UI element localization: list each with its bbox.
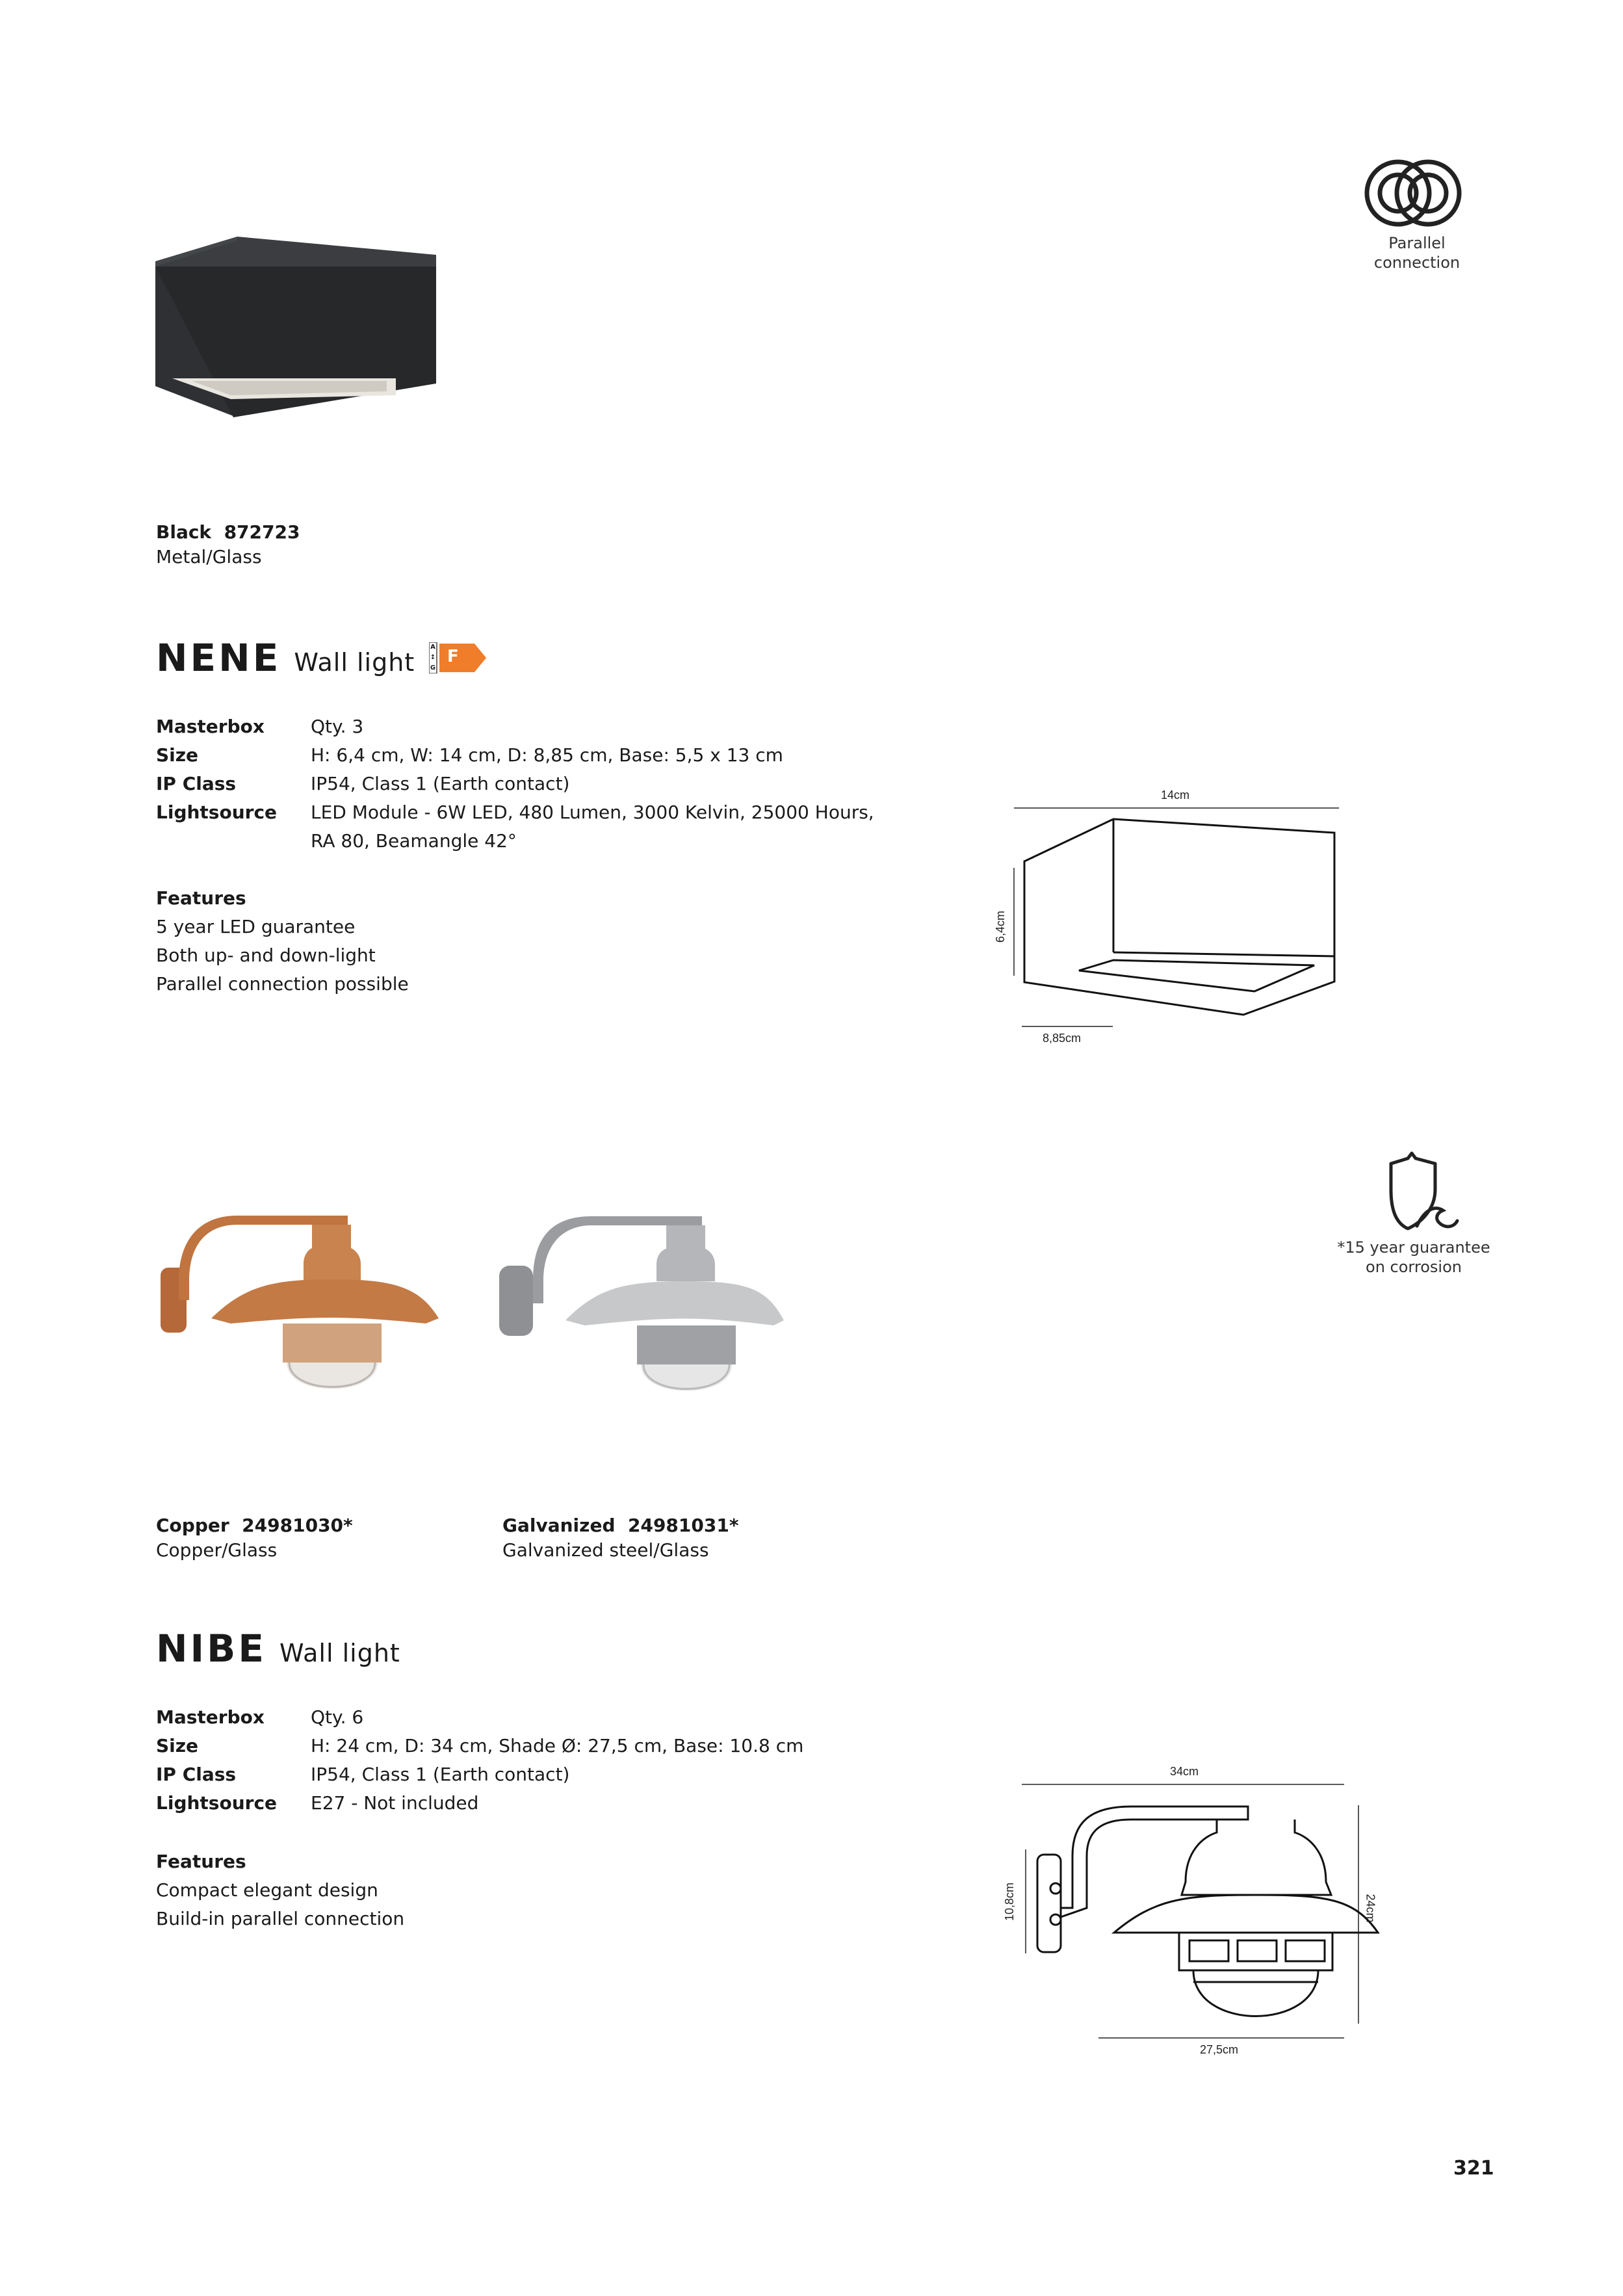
nene-variant-code: 872723 [224, 521, 300, 543]
spec-label: Size [156, 744, 199, 766]
spec-label: Masterbox [156, 1706, 265, 1728]
parallel-connection-icon [1349, 153, 1485, 231]
energy-class-arrow [439, 644, 486, 672]
nibe-features [156, 1847, 404, 1933]
feature-item: 5 year LED guarantee [156, 916, 356, 937]
nene-spec-table [156, 712, 896, 855]
spec-label: IP Class [156, 773, 237, 794]
feature-item: Both up- and down-light [156, 945, 376, 966]
nene-spec-masterbox [156, 712, 896, 741]
nibe-spec-lightsource [156, 1789, 896, 1818]
nene-dim-height: 6,4cm [994, 910, 1007, 943]
spec-label: Masterbox [156, 716, 265, 737]
nibe-dim-shade: 27,5cm [1200, 2043, 1239, 2056]
spec-label: Lightsource [156, 802, 278, 823]
nibe-variant-copper [156, 1513, 353, 1563]
energy-label [429, 642, 487, 676]
spec-value: Qty. 3 [311, 716, 364, 737]
spec-label: Size [156, 1735, 199, 1756]
spec-value-line: LED Module - 6W LED, 480 Lumen, 3000 Kelvin, 25000 Hours, [311, 802, 874, 823]
nene-spec-size [156, 741, 896, 770]
nibe-product-type: Wall light [279, 1639, 400, 1667]
variant-material: Copper/Glass [156, 1539, 278, 1561]
energy-class-letter: F [447, 647, 459, 666]
nibe-dim-height: 24cm [1364, 1894, 1377, 1923]
spec-value: H: 24 cm, D: 34 cm, Shade Ø: 27,5 cm, Base: 10.8 cm [311, 1735, 804, 1756]
shield-wave-icon [1339, 1151, 1501, 1235]
energy-scale-top: A [430, 644, 435, 651]
nibe-spec-table [156, 1703, 896, 1818]
nene-spec-ip [156, 770, 896, 798]
corrosion-label-line1: *15 year guarantee [1337, 1238, 1490, 1257]
variant-color: Galvanized [502, 1515, 616, 1536]
corrosion-label-line2: on corrosion [1366, 1258, 1462, 1276]
nene-product-name: NENE [156, 636, 281, 680]
nene-spec-lightsource [156, 798, 896, 855]
nibe-technical-drawing [975, 1765, 1391, 2064]
spec-value: H: 6,4 cm, W: 14 cm, D: 8,85 cm, Base: 5,5 x 13 cm [311, 744, 783, 766]
energy-scale-mid: ↕ [430, 654, 436, 661]
nene-variant [156, 520, 300, 569]
variant-name [502, 1513, 739, 1538]
spec-value: IP54, Class 1 (Earth contact) [311, 1764, 570, 1785]
nene-dim-width: 14cm [1161, 789, 1190, 802]
parallel-label-line2: connection [1373, 254, 1461, 272]
corrosion-guarantee-badge [1339, 1151, 1501, 1277]
nene-variant-material: Metal/Glass [156, 546, 262, 567]
parallel-connection-label [1349, 233, 1485, 272]
nibe-galvanized-image [494, 1206, 786, 1429]
variant-code: 24981030* [242, 1515, 353, 1536]
nibe-title-row [156, 1626, 400, 1671]
spec-label: Lightsource [156, 1792, 278, 1814]
variant-code: 24981031* [627, 1515, 739, 1536]
variant-color: Copper [156, 1515, 229, 1536]
nibe-spec-size [156, 1732, 896, 1760]
nibe-variant-galvanized [502, 1513, 739, 1563]
nibe-spec-masterbox [156, 1703, 896, 1732]
nibe-dim-base: 10,8cm [1003, 1882, 1017, 1922]
nene-dim-depth: 8,85cm [1043, 1032, 1082, 1045]
nene-features [156, 884, 409, 998]
spec-value-line: RA 80, Beamangle 42° [311, 830, 517, 852]
nibe-copper-image [153, 1209, 439, 1433]
spec-value: E27 - Not included [311, 1792, 479, 1814]
nene-variant-color: Black [156, 521, 212, 543]
nene-title-row [156, 636, 415, 680]
nene-product-image [153, 228, 439, 425]
feature-item: Compact elegant design [156, 1879, 378, 1901]
nibe-product-name: NIBE [156, 1626, 266, 1671]
parallel-connection-badge [1349, 153, 1485, 272]
features-heading: Features [156, 1851, 246, 1872]
corrosion-guarantee-label [1326, 1238, 1501, 1277]
variant-material: Galvanized steel/Glass [502, 1539, 709, 1561]
feature-item: Parallel connection possible [156, 973, 409, 995]
parallel-label-line1: Parallel [1388, 234, 1446, 252]
spec-value: Qty. 6 [311, 1706, 364, 1728]
nibe-spec-ip [156, 1760, 896, 1789]
energy-scale-bottom: G [430, 664, 436, 672]
feature-item: Build-in parallel connection [156, 1908, 405, 1929]
spec-label: IP Class [156, 1764, 237, 1785]
nene-product-type: Wall light [294, 648, 415, 677]
variant-name [156, 1513, 353, 1538]
features-heading: Features [156, 887, 246, 909]
nene-variant-name [156, 520, 300, 545]
page-number: 321 [1453, 2157, 1494, 2180]
nibe-dim-depth: 34cm [1170, 1765, 1199, 1778]
spec-value: IP54, Class 1 (Earth contact) [311, 773, 570, 794]
spec-value [311, 798, 896, 855]
nene-technical-drawing [975, 777, 1352, 1050]
